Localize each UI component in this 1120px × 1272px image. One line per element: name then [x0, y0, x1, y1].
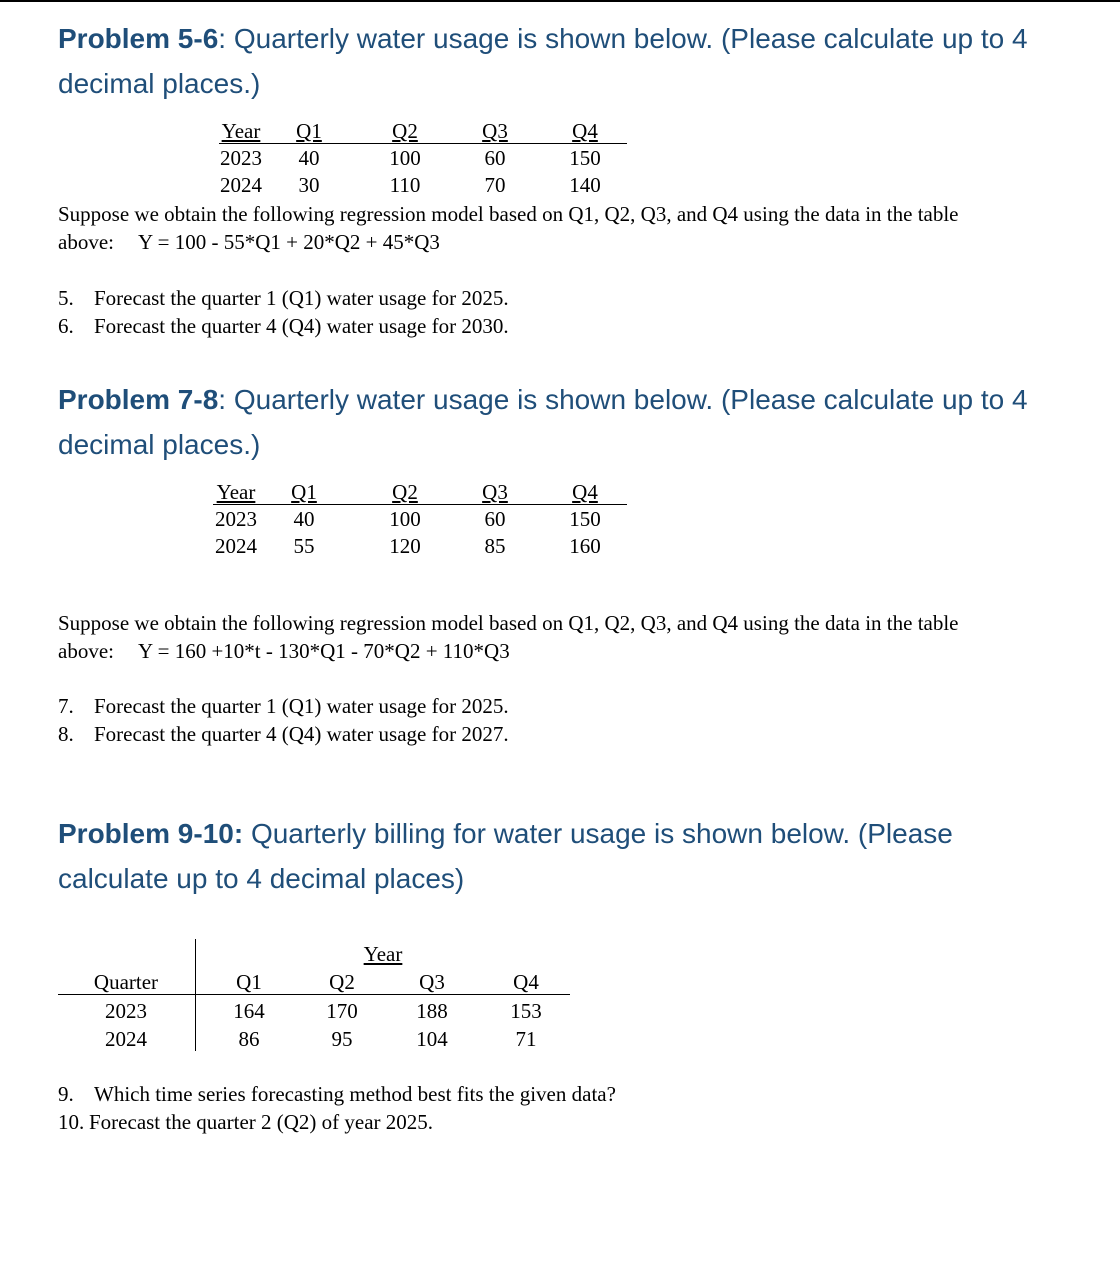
question-text: Forecast the quarter 2 (Q2) of year 2025.: [89, 1110, 434, 1134]
table-cell: 153: [510, 999, 542, 1023]
problem-5-6-questions: [58, 284, 958, 340]
table-cell: 160: [569, 534, 601, 558]
question-number: 7.: [58, 694, 74, 718]
header-cell: Q3: [482, 119, 508, 143]
table-header-row: [213, 479, 641, 506]
problem-9-10-heading-text: Quarterly billing for water usage is shown below. (Please calculate up to 4 decimal places): [58, 818, 953, 894]
table-header-row: [213, 118, 641, 145]
question-number: 6.: [58, 314, 74, 338]
paragraph-text: Suppose we obtain the following regression model based on Q1, Q2, Q3, and Q4 using the data in the table above:: [58, 202, 959, 254]
question-number: 5.: [58, 286, 74, 310]
problem-9-10-heading: [58, 811, 1058, 901]
table-header-underline: [219, 143, 627, 144]
table-cell: 40: [298, 146, 320, 170]
table-cell: 2024: [215, 534, 257, 558]
table-cell: 60: [484, 507, 506, 531]
header-cell: Q1: [291, 480, 317, 504]
list-item: [58, 720, 958, 748]
table-cell: 85: [484, 534, 506, 558]
table-cell: 170: [326, 999, 358, 1023]
top-border-line: [0, 0, 1120, 2]
table-cell: 86: [238, 1027, 260, 1051]
problem-5-6-table: [213, 118, 641, 199]
list-item: [58, 1108, 958, 1136]
regression-equation: Y = 100 - 55*Q1 + 20*Q2 + 45*Q3: [137, 230, 440, 254]
row-label: 2024: [105, 1027, 147, 1051]
table-cell: 71: [515, 1027, 537, 1051]
question-number: 10.: [58, 1110, 85, 1134]
year-super-header: Year: [363, 942, 403, 966]
header-cell: Q4: [572, 480, 598, 504]
header-cell: Q2: [392, 119, 418, 143]
table-vertical-divider: [195, 939, 196, 1051]
question-text: Forecast the quarter 4 (Q4) water usage for 2027.: [94, 722, 509, 746]
problem-9-10-questions: [58, 1080, 958, 1136]
header-cell: Q4: [572, 119, 598, 143]
table-cell: 55: [293, 534, 315, 558]
question-number: 9.: [58, 1082, 74, 1106]
table-cell: 100: [389, 146, 421, 170]
header-cell: Q2: [329, 970, 355, 994]
question-text: Forecast the quarter 1 (Q1) water usage for 2025.: [94, 694, 509, 718]
table-cell: 100: [389, 507, 421, 531]
table-row: [213, 145, 641, 172]
header-cell: Q3: [419, 970, 445, 994]
list-item: [58, 1080, 958, 1108]
header-cell: Year: [221, 119, 261, 143]
list-item: [58, 692, 958, 720]
header-cell: Q1: [296, 119, 322, 143]
header-cell: Q4: [513, 970, 539, 994]
table-cell: 2023: [215, 507, 257, 531]
table-cell: 120: [389, 534, 421, 558]
table-cell: 2023: [220, 146, 262, 170]
table-cell: 2024: [220, 173, 262, 197]
table-row: [213, 506, 641, 533]
table-cell: 140: [569, 173, 601, 197]
table-cell: 104: [416, 1027, 448, 1051]
problem-7-8-heading: [58, 377, 1058, 467]
table-header-underline: [213, 504, 627, 505]
list-item: [58, 284, 958, 312]
row-label: 2023: [105, 999, 147, 1023]
table-cell: 40: [293, 507, 315, 531]
question-text: Which time series forecasting method best fits the given data?: [94, 1082, 616, 1106]
table-cell: 164: [233, 999, 265, 1023]
list-item: [58, 312, 958, 340]
problem-7-8-paragraph: [58, 609, 1058, 665]
regression-equation: Y = 160 +10*t - 130*Q1 - 70*Q2 + 110*Q3: [137, 639, 510, 663]
table-cell: 150: [569, 507, 601, 531]
header-cell: Q3: [482, 480, 508, 504]
table-cell: 188: [416, 999, 448, 1023]
problem-9-10-heading-bold: Problem 9-10:: [58, 818, 244, 849]
row-header-label: Quarter: [93, 970, 159, 994]
table-row: [213, 172, 641, 199]
problem-7-8-table: [213, 479, 641, 560]
question-text: Forecast the quarter 4 (Q4) water usage for 2030.: [94, 314, 509, 338]
table-row: [213, 533, 641, 560]
table-cell: 150: [569, 146, 601, 170]
question-text: Forecast the quarter 1 (Q1) water usage for 2025.: [94, 286, 509, 310]
table-cell: 95: [331, 1027, 353, 1051]
header-cell: Q2: [392, 480, 418, 504]
table-cell: 110: [389, 173, 421, 197]
table-cell: 60: [484, 146, 506, 170]
question-number: 8.: [58, 722, 74, 746]
header-cell: Year: [216, 480, 256, 504]
problem-5-6-paragraph: [58, 200, 1058, 256]
table-cell: 70: [484, 173, 506, 197]
problem-5-6-heading-bold: Problem 5-6: [58, 23, 219, 54]
table-cell: 30: [298, 173, 320, 197]
problem-5-6-heading-text: : Quarterly water usage is shown below. (Please calculate up to 4 decimal places.): [58, 23, 1028, 99]
problem-7-8-heading-text: : Quarterly water usage is shown below. (Please calculate up to 4 decimal places.): [58, 384, 1028, 460]
paragraph-text: Suppose we obtain the following regression model based on Q1, Q2, Q3, and Q4 using the data in the table above:: [58, 611, 959, 663]
problem-7-8-questions: [58, 692, 958, 748]
problem-7-8-heading-bold: Problem 7-8: [58, 384, 219, 415]
problem-5-6-heading: [58, 16, 1058, 106]
table-header-divider: [58, 994, 570, 995]
header-cell: Q1: [236, 970, 262, 994]
